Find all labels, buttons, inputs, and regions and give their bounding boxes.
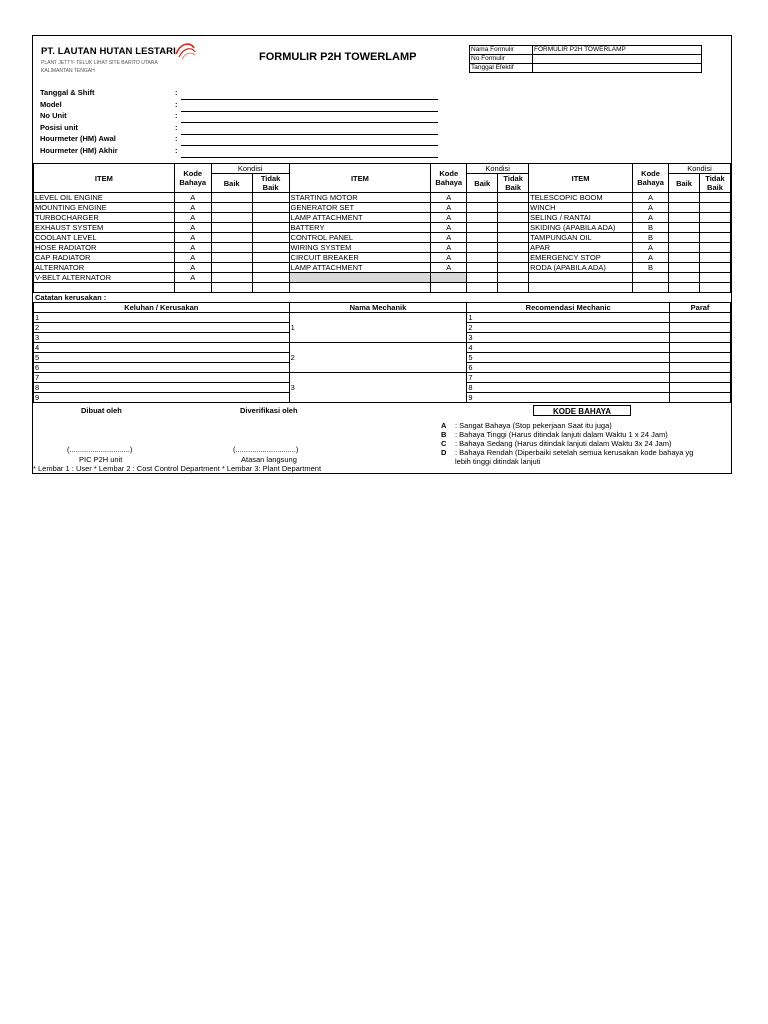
keluhan-cell[interactable]: 2 (34, 323, 290, 333)
form-meta-table (469, 45, 702, 73)
header-field-no-unit (40, 111, 435, 123)
check-tidak-baik[interactable] (699, 233, 730, 243)
check-tidak-baik[interactable] (252, 193, 289, 203)
check-baik[interactable] (467, 223, 498, 233)
checklist-table (33, 163, 731, 293)
col-mechanic: Nama Mechanik (289, 303, 467, 313)
field-sep: : (175, 99, 178, 109)
rekomendasi-cell[interactable]: 6 (467, 363, 670, 373)
rekomendasi-cell[interactable]: 4 (467, 343, 670, 353)
check-baik[interactable] (669, 203, 700, 213)
legend-entry (441, 439, 693, 448)
keluhan-cell[interactable]: 5 (34, 353, 290, 363)
item-name: TURBOCHARGER (34, 213, 175, 223)
field-label: Hourmeter (HM) Awal (40, 134, 116, 143)
check-baik[interactable] (669, 263, 700, 273)
check-tidak-baik[interactable] (498, 243, 529, 253)
field-label: Hourmeter (HM) Akhir (40, 145, 118, 155)
check-baik[interactable] (669, 283, 700, 293)
meta-value[interactable] (533, 55, 702, 64)
rekomendasi-cell[interactable]: 3 (467, 333, 670, 343)
col-rekomendasi: Recomendasi Mechanic (467, 303, 670, 313)
check-baik[interactable] (669, 253, 700, 263)
field-label: Posisi unit (40, 122, 78, 132)
legend-entry (441, 421, 693, 430)
col-kondisi: Kondisi (669, 164, 731, 174)
item-name (289, 273, 431, 283)
field-sep: : (175, 111, 178, 120)
item-kode: A (174, 193, 211, 203)
item-kode: A (633, 193, 669, 203)
paraf-cell[interactable] (670, 393, 731, 403)
item-kode: A (633, 203, 669, 213)
item-kode: A (174, 263, 211, 273)
col-kode-line2: Bahaya (637, 178, 664, 187)
check-baik[interactable] (467, 273, 498, 283)
form-title: FORMULIR P2H TOWERLAMP (259, 51, 417, 63)
item-kode: A (431, 223, 467, 233)
check-baik[interactable] (211, 213, 252, 223)
check-tidak-baik[interactable] (252, 283, 289, 293)
check-tidak-baik[interactable] (699, 213, 730, 223)
item-name (34, 283, 175, 293)
col-kode-line1: Kode (439, 169, 459, 178)
item-name (289, 283, 431, 293)
item-kode: A (174, 253, 211, 263)
check-tidak-baik[interactable] (252, 253, 289, 263)
mechanic-cell[interactable]: 2 (289, 343, 467, 373)
item-kode (174, 283, 211, 293)
company-address-line2: KALIMANTAN TENGAH (41, 68, 95, 74)
item-name: LAMP ATTACHMENT (289, 263, 431, 273)
legend-text: : Bahaya Tinggi (Harus ditindak lanjuti dalam Waktu 1 x 24 Jam) (455, 430, 668, 439)
col-item: ITEM (289, 164, 431, 193)
check-baik[interactable] (211, 203, 252, 213)
damage-table (33, 302, 731, 403)
item-name: HOSE RADIATOR (34, 243, 175, 253)
item-name: SKIDING (APABILA ADA) (529, 223, 633, 233)
check-tidak-baik[interactable] (498, 223, 529, 233)
field-sep: : (175, 122, 178, 132)
col-baik: Baik (669, 174, 700, 193)
item-name: STARTING MOTOR (289, 193, 431, 203)
item-name: WINCH (529, 203, 633, 213)
item-kode: A (431, 263, 467, 273)
check-baik[interactable] (467, 243, 498, 253)
field-label: Tanggal & Shift (40, 88, 95, 97)
item-kode: B (633, 233, 669, 243)
paraf-cell[interactable] (670, 343, 731, 353)
item-kode: B (633, 263, 669, 273)
checklist-row (34, 253, 731, 263)
keluhan-cell[interactable]: 6 (34, 363, 290, 373)
item-kode: A (431, 213, 467, 223)
header-field-posisi (40, 123, 435, 135)
col-tidak-baik (498, 174, 529, 193)
field-sep: : (175, 88, 178, 97)
rekomendasi-cell[interactable]: 2 (467, 323, 670, 333)
col-tidak-line2: Baik (262, 183, 279, 192)
check-tidak-baik[interactable] (699, 263, 730, 273)
kode-bahaya-legend (441, 421, 693, 466)
check-tidak-baik[interactable] (699, 253, 730, 263)
check-tidak-baik[interactable] (498, 263, 529, 273)
meta-row (470, 46, 702, 55)
check-baik[interactable] (211, 243, 252, 253)
field-input-line[interactable] (181, 157, 438, 158)
check-baik[interactable] (467, 203, 498, 213)
check-tidak-baik[interactable] (498, 193, 529, 203)
item-kode: A (633, 213, 669, 223)
checklist-header-row-1 (34, 164, 731, 174)
check-baik[interactable] (467, 283, 498, 293)
keluhan-cell[interactable]: 8 (34, 383, 290, 393)
check-baik[interactable] (669, 213, 700, 223)
paraf-cell[interactable] (670, 363, 731, 373)
item-kode (633, 273, 669, 283)
col-baik: Baik (467, 174, 498, 193)
check-tidak-baik[interactable] (252, 203, 289, 213)
col-kode-line1: Kode (641, 169, 660, 178)
legend-key: B (441, 430, 447, 439)
rekomendasi-cell[interactable]: 5 (467, 353, 670, 363)
item-name: SELING / RANTAI (529, 213, 633, 223)
field-label: Model (40, 99, 62, 109)
damage-row (34, 343, 731, 353)
check-baik[interactable] (467, 263, 498, 273)
item-name: ALTERNATOR (34, 263, 175, 273)
rekomendasi-cell[interactable]: 8 (467, 383, 670, 393)
checklist-row (34, 223, 731, 233)
legend-entry (441, 430, 693, 439)
meta-value[interactable]: FORMULIR P2H TOWERLAMP (533, 46, 702, 55)
col-tidak-line1: Tidak (705, 174, 725, 183)
field-sep: : (175, 134, 178, 143)
check-tidak-baik[interactable] (699, 203, 730, 213)
check-tidak-baik[interactable] (252, 263, 289, 273)
field-sep: : (175, 145, 178, 155)
keluhan-cell[interactable]: 1 (34, 313, 290, 323)
company-address-line1: PLANT JETTY- TELUK LIHAT SITE BARITO UTARA (41, 60, 158, 66)
header-field-model (40, 100, 435, 112)
meta-label: Nama Formulir (470, 46, 533, 55)
check-tidak-baik[interactable] (252, 213, 289, 223)
legend-text: : Bahaya Rendah (Diperbaiki setelah semua kerusakan kode bahaya yg (455, 448, 694, 457)
col-kode-line2: Bahaya (435, 178, 463, 187)
check-tidak-baik[interactable] (252, 223, 289, 233)
check-baik[interactable] (467, 233, 498, 243)
pic-label: PIC P2H unit (79, 455, 123, 464)
check-baik[interactable] (211, 283, 252, 293)
col-tidak-line1: Tidak (260, 174, 281, 183)
paraf-cell[interactable] (670, 383, 731, 393)
item-name: EMERGENCY STOP (529, 253, 633, 263)
checklist-row (34, 213, 731, 223)
check-tidak-baik[interactable] (498, 253, 529, 263)
col-baik: Baik (211, 174, 252, 193)
item-kode: A (174, 273, 211, 283)
meta-label: Tanggal Efektif (470, 64, 533, 73)
item-name: CIRCUIT BREAKER (289, 253, 431, 263)
col-tidak-baik (252, 174, 289, 193)
legend-key: C (441, 439, 447, 448)
damage-row (34, 373, 731, 383)
rekomendasi-cell[interactable]: 1 (467, 313, 670, 323)
item-kode: A (431, 233, 467, 243)
distribution-footer: * Lembar 1 : User * Lembar 2 : Cost Control Department * Lembar 3: Plant Department (33, 464, 322, 473)
checklist-row (34, 203, 731, 213)
col-tidak-baik (699, 174, 730, 193)
col-item: ITEM (34, 164, 175, 193)
item-kode: A (174, 243, 211, 253)
header-field-tanggal (40, 88, 435, 100)
paraf-cell[interactable] (670, 353, 731, 363)
paraf-cell[interactable] (670, 373, 731, 383)
check-tidak-baik[interactable] (699, 223, 730, 233)
check-baik[interactable] (669, 273, 700, 283)
keluhan-cell[interactable]: 9 (34, 393, 290, 403)
superior-label: Atasan langsung (241, 455, 297, 464)
check-baik[interactable] (669, 243, 700, 253)
checklist-body (34, 193, 731, 293)
header-field-hm-akhir (40, 146, 435, 158)
item-name: TELESCOPIC BOOM (529, 193, 633, 203)
keluhan-cell[interactable]: 3 (34, 333, 290, 343)
check-tidak-baik[interactable] (699, 193, 730, 203)
item-name (529, 283, 633, 293)
check-tidak-baik[interactable] (498, 233, 529, 243)
checklist-row (34, 243, 731, 253)
item-name: APAR (529, 243, 633, 253)
item-kode: A (174, 203, 211, 213)
col-kode-line1: Kode (183, 169, 203, 178)
col-kode-bahaya (431, 164, 467, 193)
keluhan-cell[interactable]: 4 (34, 343, 290, 353)
item-kode: A (633, 253, 669, 263)
item-name: BATTERY (289, 223, 431, 233)
col-keluhan: Keluhan / Kerusakan (34, 303, 290, 313)
rekomendasi-cell[interactable]: 7 (467, 373, 670, 383)
item-kode (431, 283, 467, 293)
item-name: CONTROL PANEL (289, 233, 431, 243)
checklist-row (34, 273, 731, 283)
item-kode: A (174, 223, 211, 233)
item-kode: A (633, 243, 669, 253)
check-tidak-baik[interactable] (498, 203, 529, 213)
item-name: GENERATOR SET (289, 203, 431, 213)
check-baik[interactable] (211, 223, 252, 233)
field-label: No Unit (40, 111, 67, 120)
item-name: LAMP ATTACHMENT (289, 213, 431, 223)
col-tidak-line2: Baik (707, 183, 723, 192)
item-name: LEVEL OIL ENGINE (34, 193, 175, 203)
col-kondisi: Kondisi (467, 164, 529, 174)
check-tidak-baik[interactable] (252, 243, 289, 253)
col-tidak-line1: Tidak (503, 174, 523, 183)
checklist-row (34, 263, 731, 273)
made-by-label: Dibuat oleh (81, 406, 122, 415)
col-kode-bahaya (633, 164, 669, 193)
meta-value[interactable] (533, 64, 702, 73)
paraf-cell[interactable] (670, 333, 731, 343)
col-kondisi: Kondisi (211, 164, 289, 174)
keluhan-cell[interactable]: 7 (34, 373, 290, 383)
item-name (529, 273, 633, 283)
check-tidak-baik[interactable] (699, 273, 730, 283)
rekomendasi-cell[interactable]: 9 (467, 393, 670, 403)
check-baik[interactable] (467, 213, 498, 223)
item-name: COOLANT LEVEL (34, 233, 175, 243)
legend-key: A (441, 421, 447, 430)
catatan-label: Catatan kerusakan : (35, 293, 107, 302)
check-tidak-baik[interactable] (699, 283, 730, 293)
item-name: WIRING SYSTEM (289, 243, 431, 253)
checklist-row (34, 193, 731, 203)
item-kode: B (633, 223, 669, 233)
paraf-cell[interactable] (670, 323, 731, 333)
item-kode (431, 273, 467, 283)
item-kode: A (431, 193, 467, 203)
check-baik[interactable] (211, 263, 252, 273)
damage-body (34, 313, 731, 403)
company-logo-icon (173, 40, 197, 60)
verified-by-signature[interactable]: (.............................) (233, 445, 299, 454)
item-kode: A (174, 233, 211, 243)
item-kode: A (431, 253, 467, 263)
col-item: ITEM (529, 164, 633, 193)
check-tidak-baik[interactable] (252, 233, 289, 243)
legend-continuation: lebih tinggi ditindak lanjuti (455, 457, 541, 466)
header-fields (40, 88, 435, 157)
verified-by-label: Diverifikasi oleh (240, 406, 298, 415)
check-tidak-baik[interactable] (699, 243, 730, 253)
check-baik[interactable] (669, 233, 700, 243)
check-tidak-baik[interactable] (498, 213, 529, 223)
item-name: TAMPUNGAN OIL (529, 233, 633, 243)
mechanic-cell[interactable]: 1 (289, 313, 467, 343)
legend-entry (441, 448, 693, 457)
check-tidak-baik[interactable] (498, 273, 529, 283)
check-tidak-baik[interactable] (498, 283, 529, 293)
item-kode: A (431, 243, 467, 253)
made-by-signature[interactable]: (.............................) (67, 445, 133, 454)
col-kode-line2: Bahaya (179, 178, 207, 187)
item-name: RODA (APABILA ADA) (529, 263, 633, 273)
item-name: MOUNTING ENGINE (34, 203, 175, 213)
check-baik[interactable] (669, 223, 700, 233)
check-baik[interactable] (211, 233, 252, 243)
company-address (41, 59, 158, 75)
item-name: V-BELT ALTERNATOR (34, 273, 175, 283)
check-baik[interactable] (467, 253, 498, 263)
col-tidak-line2: Baik (505, 183, 522, 192)
mechanic-cell[interactable]: 3 (289, 373, 467, 403)
legend-key: D (441, 448, 447, 457)
checklist-row (34, 233, 731, 243)
col-kode-bahaya (174, 164, 211, 193)
item-kode: A (431, 203, 467, 213)
meta-row (470, 55, 702, 64)
item-name: EXHAUST SYSTEM (34, 223, 175, 233)
meta-row (470, 64, 702, 73)
col-paraf: Paraf (670, 303, 731, 313)
check-baik[interactable] (467, 193, 498, 203)
header-field-hm-awal (40, 134, 435, 146)
damage-header-row (34, 303, 731, 313)
kode-bahaya-title: KODE BAHAYA (533, 405, 631, 416)
legend-text: : Bahaya Sedang (Harus ditindak lanjuti dalam Waktu 3x 24 Jam) (455, 439, 672, 448)
check-baik[interactable] (669, 193, 700, 203)
meta-label: No Formulir (470, 55, 533, 64)
check-baik[interactable] (211, 253, 252, 263)
check-baik[interactable] (211, 193, 252, 203)
item-kode (633, 283, 669, 293)
company-name: PT. LAUTAN HUTAN LESTARI (41, 46, 176, 57)
damage-row (34, 313, 731, 323)
item-name: CAP RADIATOR (34, 253, 175, 263)
p2h-form-sheet (32, 35, 732, 474)
paraf-cell[interactable] (670, 313, 731, 323)
item-kode: A (174, 213, 211, 223)
checklist-row (34, 283, 731, 293)
check-baik[interactable] (211, 273, 252, 283)
legend-text: : Sangat Bahaya (Stop pekerjaan Saat itu juga) (455, 421, 612, 430)
check-tidak-baik[interactable] (252, 273, 289, 283)
